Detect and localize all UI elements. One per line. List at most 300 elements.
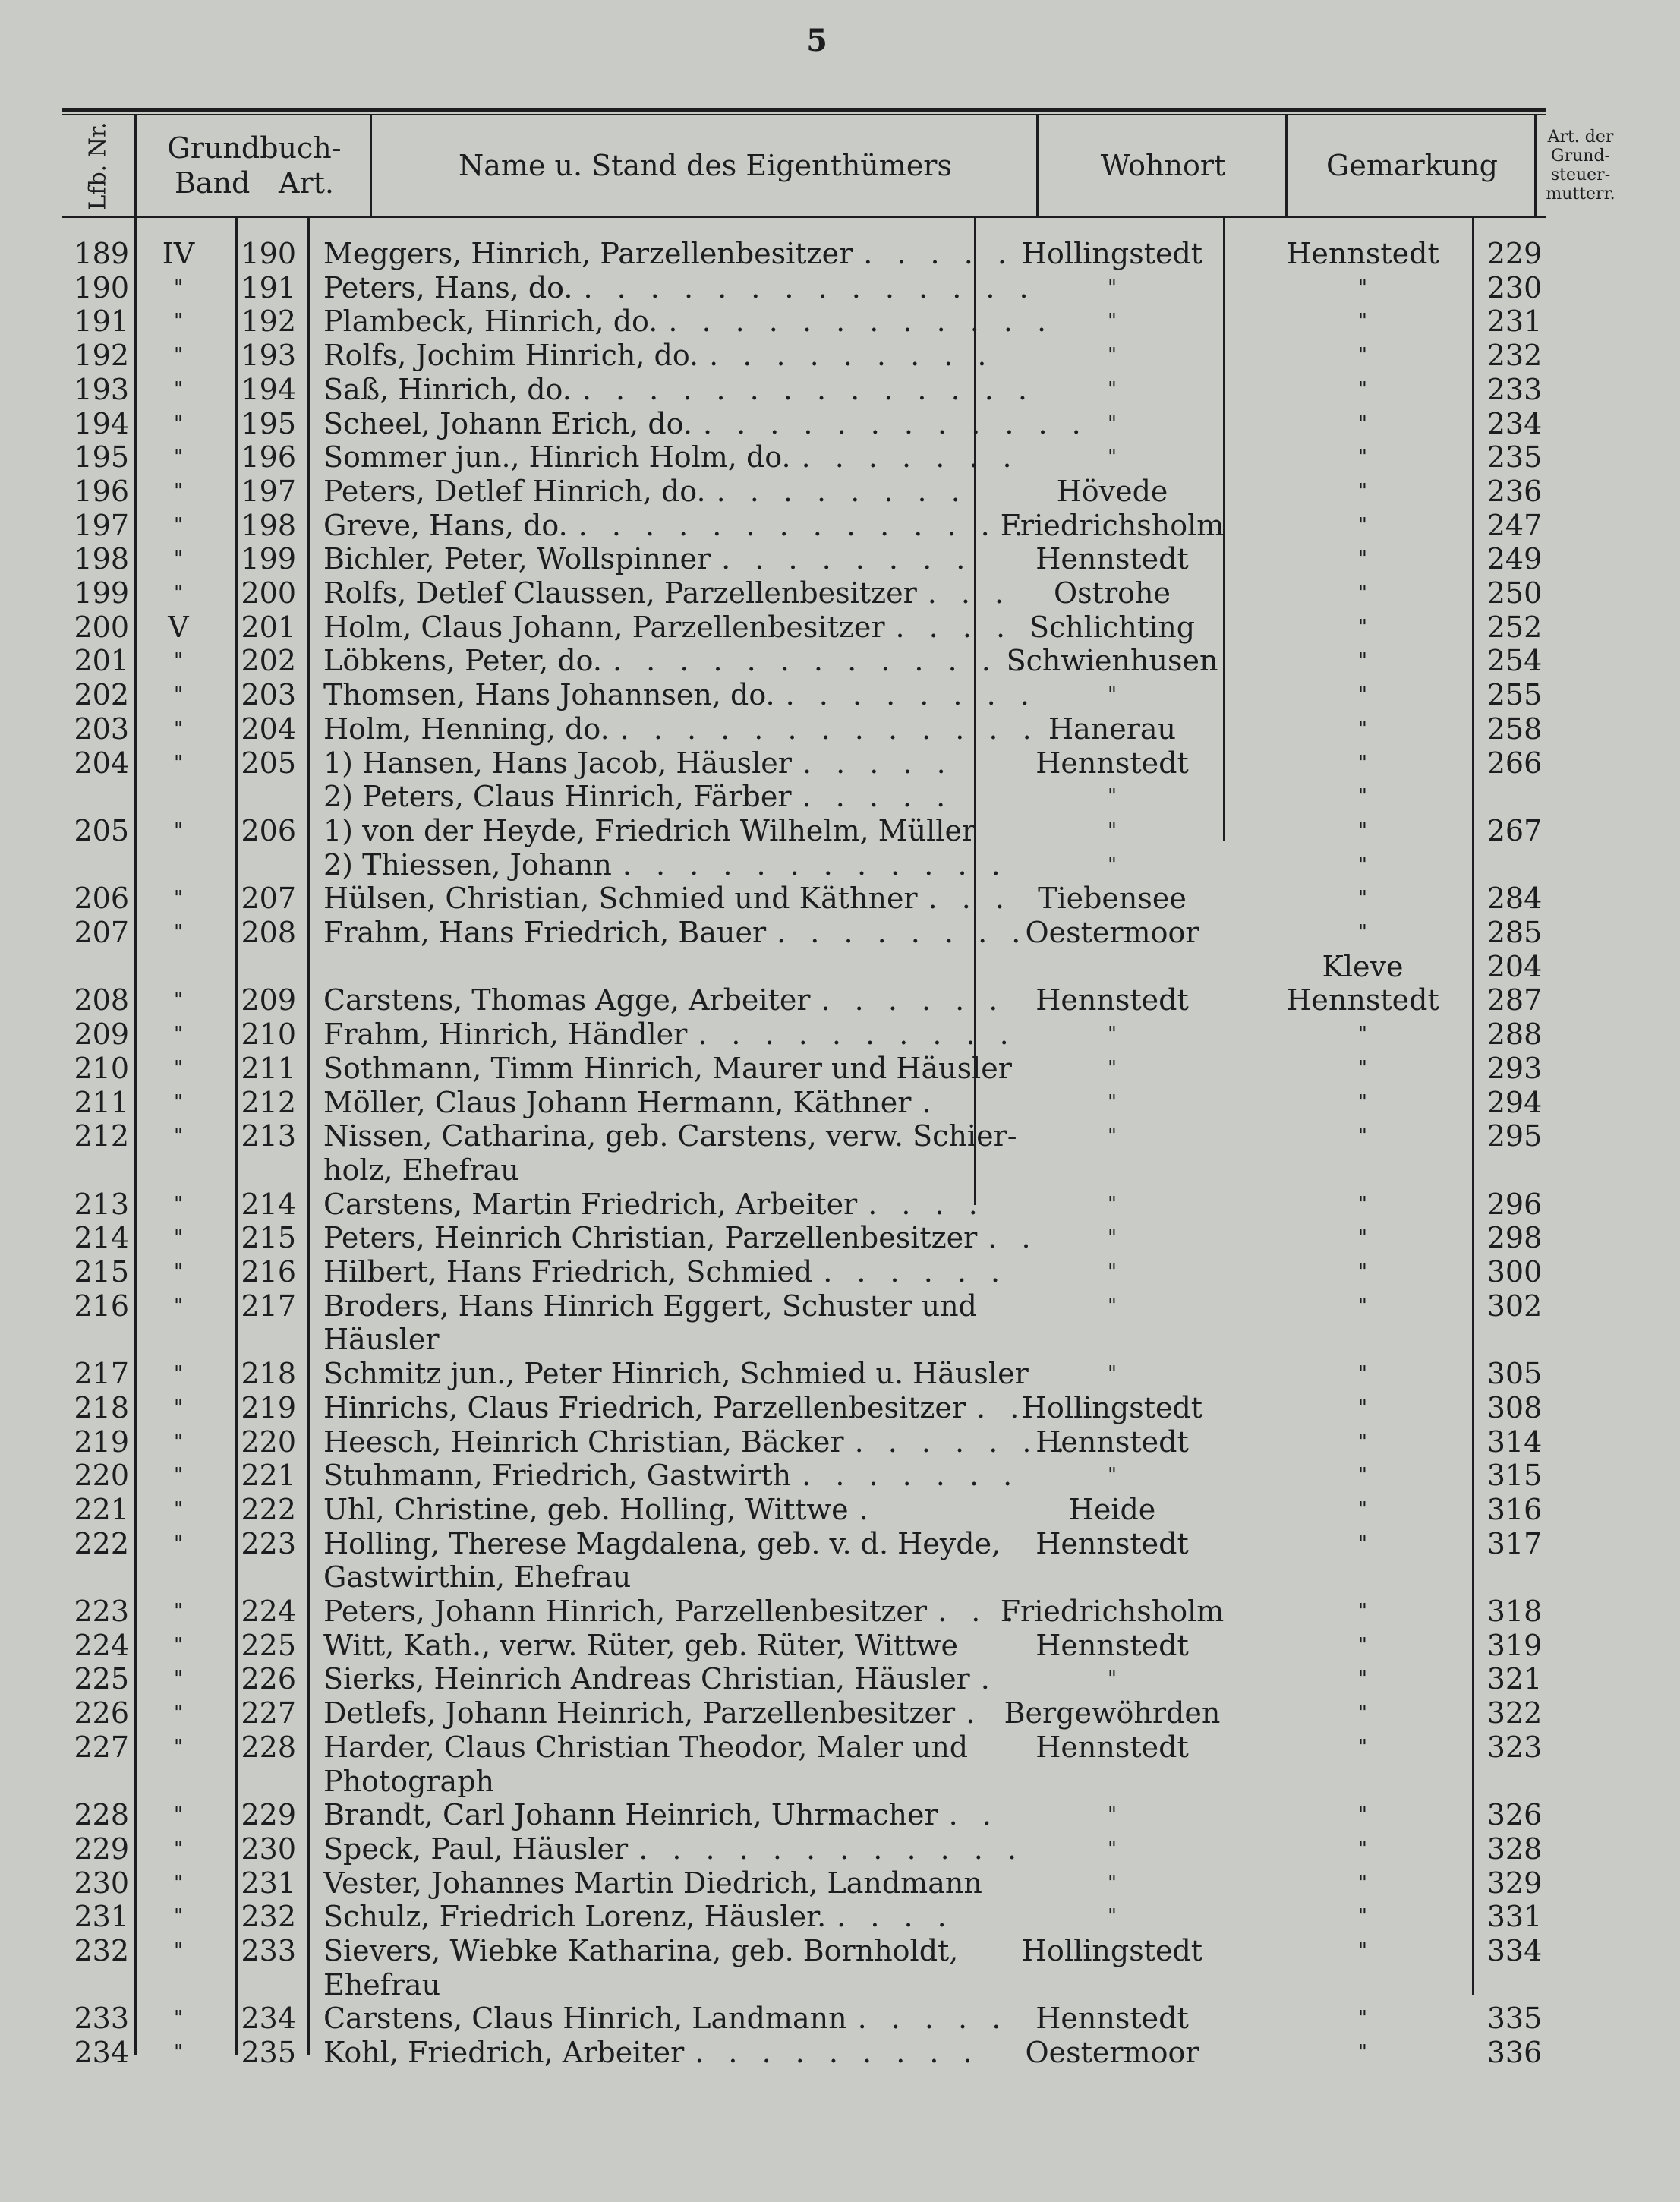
row-number: 226 [74,1696,129,1730]
row-grundsteuer-article: 288 [1486,1017,1543,1052]
owner-name-text: Frahm, Hinrich, Händler [323,1017,688,1052]
header-art-grund-line1: Art. der [1547,128,1614,147]
table-row [0,1017,1680,1051]
leader-dots: . . . . . . . . . . . . [668,304,1054,339]
header-wohnort-label: Wohnort [1100,149,1226,182]
owner-name-text: Uhl, Christine, geb. Holling, Wittwe [323,1492,849,1526]
row-article: 202 [241,644,296,678]
table-row [0,746,1680,780]
leader-dots: . . . . . . . . . . . . . . [583,270,1036,304]
row-number: 193 [74,372,129,406]
row-grundsteuer-article: 204 [1486,949,1543,983]
row-number: 195 [74,440,129,475]
row-band: " [174,921,183,944]
row-number: 204 [74,746,129,780]
header-nr [62,115,134,216]
row-grundsteuer-article: 298 [1486,1221,1543,1255]
row-gemarkung: " [1358,1192,1367,1216]
owner-name-text: Hülsen, Christian, Schmied und Käthner [323,882,918,916]
row-wohnort: Schlichting [1029,610,1196,644]
owner-name-text: Hinrichs, Claus Friedrich, Parzellenbesitzer [323,1390,966,1424]
owner-name-text: Harder, Claus Christian Theodor, Maler und [323,1730,969,1764]
owner-name-text: Sothmann, Timm Hinrich, Maurer und Häusler [323,1051,1012,1085]
row-article: 205 [241,746,296,780]
row-owner-name [323,1424,1073,1459]
row-gemarkung: " [1358,377,1367,401]
owner-name-text: 2) Peters, Claus Hinrich, Färber [323,780,792,814]
row-owner-name [323,1017,1017,1052]
row-wohnort: Hollingstedt [1021,1934,1203,1967]
page-number: 5 [806,23,827,58]
leader-dots: . . . [927,576,1012,610]
row-number: 197 [74,508,129,542]
row-grundsteuer-article: 252 [1486,610,1543,644]
owner-name-text: Löbkens, Peter, do. [323,644,602,678]
row-number: 210 [74,1051,129,1085]
row-wohnort: " [1108,1090,1117,1114]
row-owner-name [323,1357,1029,1391]
row-article: 213 [241,1119,296,1153]
row-gemarkung: " [1358,1294,1367,1317]
row-number: 198 [74,542,129,576]
row-owner-name [323,711,1039,746]
leader-dots: . . . . . . . [802,1459,1020,1493]
leader-dots: . . . . . [863,237,1014,270]
owner-name-text: holz, Ehefrau [323,1153,519,1187]
row-number: 199 [74,576,129,610]
row-article: 215 [241,1221,296,1255]
row-band: " [174,683,183,707]
row-wohnort: " [1108,1837,1117,1860]
owner-name-text: Peters, Johann Hinrich, Parzellenbesitzer [323,1595,928,1628]
owner-name-text: Carstens, Claus Hinrich, Landmann [323,2002,847,2036]
table-row [0,1119,1680,1153]
row-wohnort: Oestermoor [1025,2036,1199,2070]
row-owner-name [323,339,994,373]
row-wohnort: " [1108,1125,1117,1148]
row-owner-name [323,508,1031,542]
leader-dots: . [980,1662,998,1696]
row-grundsteuer-article: 293 [1486,1051,1543,1085]
row-article: 230 [241,1831,296,1866]
leader-dots: . . . . . . [823,1255,1008,1289]
row-gemarkung: " [1358,1464,1367,1487]
row-article: 235 [241,2036,296,2070]
row-band: " [174,2041,183,2065]
table-row [0,1255,1680,1289]
row-number: 218 [74,1390,129,1424]
owner-name-text: Greve, Hans, do. [323,508,568,542]
row-gemarkung: " [1358,615,1367,639]
leader-dots: . . . [928,882,1013,916]
owner-name-text: Häusler [323,1323,440,1357]
row-gemarkung: " [1358,1396,1367,1419]
owner-name-text: Kohl, Friedrich, Arbeiter [323,2036,685,2070]
row-grundsteuer-article: 317 [1486,1526,1543,1560]
row-wohnort: Hennstedt [1035,1424,1189,1459]
row-band: " [174,513,183,537]
row-number: 224 [74,1628,129,1662]
owner-name-text: Scheel, Johann Erich, do. [323,406,692,440]
row-owner-name [323,1560,976,1594]
row-article: 206 [241,813,296,847]
row-article: 221 [241,1459,296,1493]
table-row [0,848,1680,882]
row-owner-name [323,1051,1012,1085]
row-gemarkung: " [1358,1600,1367,1623]
header-bottom-rule [62,216,1546,218]
row-band: " [174,649,183,673]
row-number: 190 [74,270,129,304]
row-owner-name [323,1934,976,1967]
row-article: 200 [241,576,296,610]
row-band: " [174,1056,183,1080]
table-row [0,271,1680,304]
row-band: " [174,1430,183,1453]
row-owner-name [323,1900,976,1933]
row-wohnort: Hennstedt [1035,746,1189,780]
row-band: " [174,344,183,368]
row-gemarkung: " [1358,446,1367,469]
row-article: 191 [241,270,296,304]
row-grundsteuer-article: 326 [1486,1798,1543,1832]
row-grundsteuer-article: 234 [1486,406,1543,440]
owner-name-text: Sievers, Wiebke Katharina, geb. Bornholdt, [323,1934,959,1967]
table-row [0,1153,1680,1187]
owner-name-text: Sierks, Heinrich Andreas Christian, Häusler [323,1662,970,1696]
row-article: 233 [241,1934,296,1967]
table-row [0,2036,1680,2069]
row-wohnort: Bergewöhrden [1004,1696,1221,1730]
row-number: 206 [74,882,129,916]
row-owner-name [323,1390,1027,1424]
row-gemarkung: " [1358,1871,1367,1894]
table-row [0,1323,1680,1356]
table-row [0,882,1680,915]
row-wohnort: " [1108,1294,1117,1317]
row-band: " [174,1667,183,1691]
row-wohnort: " [1108,1464,1117,1487]
table-row [0,542,1680,576]
table-row [0,1662,1680,1696]
row-band: " [174,1600,183,1623]
leader-dots: . . . . . . . [854,1424,1073,1459]
row-gemarkung: " [1358,1056,1367,1080]
row-grundsteuer-article: 314 [1486,1424,1543,1459]
row-band: V [168,610,189,644]
row-wohnort: Hövede [1056,474,1168,508]
table-row [0,1527,1680,1560]
row-wohnort: " [1108,683,1117,707]
row-number: 223 [74,1595,129,1628]
header-name [370,115,1039,216]
row-band: IV [162,237,195,270]
row-band: " [174,1837,183,1860]
row-number: 222 [74,1526,129,1560]
owner-name-text: Stuhmann, Friedrich, Gastwirth [323,1459,792,1493]
owner-name-text: Meggers, Hinrich, Parzellenbesitzer [323,237,853,270]
row-article: 198 [241,508,296,542]
row-gemarkung: " [1358,2007,1367,2030]
row-grundsteuer-article: 233 [1486,372,1543,406]
header-art: Art. [279,166,334,200]
row-gemarkung: " [1358,1497,1367,1521]
row-wohnort: " [1108,276,1117,299]
row-number: 209 [74,1017,129,1052]
row-band: " [174,751,183,774]
row-gemarkung: " [1358,1226,1367,1250]
row-wohnort: " [1108,785,1117,809]
row-owner-name [323,950,976,983]
row-band: " [174,1803,183,1827]
row-article: 231 [241,1866,296,1900]
row-band: " [174,1192,183,1216]
header-art-grundsteuer [1534,115,1625,216]
row-owner-name [323,270,1036,304]
table-row [0,1765,1680,1798]
table-row [0,780,1680,813]
row-grundsteuer-article: 315 [1486,1459,1543,1493]
row-wohnort: " [1108,310,1117,333]
table-row [0,1459,1680,1492]
leader-dots: . . . . [837,1900,954,1934]
row-grundsteuer-article: 329 [1486,1866,1543,1900]
row-gemarkung: " [1358,921,1367,944]
leader-dots: . . . . . . . . . . . . . [619,711,1039,746]
row-number: 202 [74,678,129,712]
row-number: 211 [74,1085,129,1119]
leader-dots: . . . . . . . . . . . . [638,1831,1025,1866]
row-article: 219 [241,1390,296,1424]
owner-name-text: Peters, Hans, do. [323,270,573,304]
row-number: 194 [74,406,129,440]
leader-dots: . . . . . . . . [777,916,1029,949]
table-row [0,1934,1680,1967]
owner-name-text: Rolfs, Detlef Claussen, Parzellenbesitzer [323,576,917,610]
row-number: 220 [74,1459,129,1493]
row-gemarkung: " [1358,310,1367,333]
table-row [0,1968,1680,2002]
row-gemarkung: " [1358,1735,1367,1759]
row-wohnort: " [1108,1260,1117,1283]
row-owner-name [323,1153,976,1187]
header-gemarkung [1285,115,1537,216]
owner-name-text: Nissen, Catharina, geb. Carstens, verw. Schier- [323,1119,1017,1153]
table-row [0,304,1680,338]
row-owner-name [323,1255,1008,1289]
row-band: " [174,446,183,469]
leader-dots: . . . . . . . . . . . . . . [578,508,1031,542]
leader-dots: . . . . . [802,780,953,814]
owner-name-text: Witt, Kath., verw. Rüter, geb. Rüter, Wittwe [323,1628,958,1662]
header-art-grund-line3: steuer- [1550,166,1611,185]
table-row [0,373,1680,406]
owner-name-text: Photograph [323,1764,495,1798]
row-article: 190 [241,237,296,270]
row-gemarkung: " [1358,344,1367,368]
row-gemarkung: Hennstedt [1286,237,1439,270]
row-number: 208 [74,983,129,1017]
row-wohnort: " [1108,377,1117,401]
owner-name-text: 1) von der Heyde, Friedrich Wilhelm, Müller [323,813,976,847]
owner-name-text: Rolfs, Jochim Hinrich, do. [323,339,699,373]
row-gemarkung: " [1358,1532,1367,1555]
row-article: 224 [241,1595,296,1628]
row-grundsteuer-article: 255 [1486,678,1543,712]
row-article: 192 [241,304,296,339]
row-article: 210 [241,1017,296,1052]
row-grundsteuer-article: 323 [1486,1730,1543,1764]
row-grundsteuer-article: 236 [1486,474,1543,508]
leader-dots: . [859,1492,876,1526]
row-band: " [174,1125,183,1148]
row-band: " [174,1362,183,1386]
owner-name-text: Schmitz jun., Peter Hinrich, Schmied u. Häusler [323,1357,1029,1391]
row-number: 227 [74,1730,129,1764]
row-wohnort: " [1108,1803,1117,1827]
row-grundsteuer-article: 336 [1486,2036,1543,2070]
row-grundsteuer-article: 287 [1486,983,1543,1017]
leader-dots: . . . . . . . . . . . . [622,847,1008,882]
row-band: " [174,1260,183,1283]
row-grundsteuer-article: 266 [1486,746,1543,780]
table-header [62,115,1615,216]
row-grundsteuer-article: 229 [1486,237,1543,270]
row-article: 211 [241,1051,296,1085]
owner-name-text: Saß, Hinrich, do. [323,372,572,406]
table-row [0,1289,1680,1323]
leader-dots: . . . [938,1595,1022,1628]
leader-dots: . [922,1085,939,1119]
row-owner-name [323,1662,998,1696]
row-owner-name [323,1221,1039,1255]
leader-dots: . . [976,1390,1027,1424]
row-grundsteuer-article: 235 [1486,440,1543,475]
row-number: 234 [74,2036,129,2070]
row-article: 217 [241,1289,296,1323]
leader-dots: . . . . . . . . . . . . . [612,644,1032,678]
row-gemarkung: " [1358,1939,1367,1962]
row-band: " [174,1396,183,1419]
row-owner-name [323,406,1089,440]
row-owner-name [323,542,976,576]
row-grundsteuer-article: 308 [1486,1390,1543,1424]
row-article: 216 [241,1255,296,1289]
row-grundsteuer-article: 249 [1486,542,1543,576]
table-row [0,1832,1680,1866]
row-band: " [174,819,183,842]
row-article: 214 [241,1187,296,1221]
row-gemarkung: " [1358,412,1367,435]
table-row [0,644,1680,677]
leader-dots: . . . . . . . . . . . . [702,406,1089,440]
header-grundbuch-label: Grundbuch- [167,131,342,165]
row-band: " [174,582,183,604]
row-number: 216 [74,1289,129,1323]
row-number: 230 [74,1866,129,1900]
table-row [0,576,1680,610]
row-owner-name [323,814,976,847]
row-grundsteuer-article: 331 [1486,1900,1543,1934]
row-grundsteuer-article: 300 [1486,1255,1543,1289]
row-owner-name [323,1323,976,1356]
row-owner-name [323,1730,976,1764]
row-gemarkung: " [1358,819,1367,842]
owner-name-text: Peters, Detlef Hinrich, do. [323,474,706,508]
table-row [0,814,1680,847]
table-row [0,1866,1680,1900]
table-row [0,475,1680,508]
row-owner-name [323,475,976,508]
row-number: 229 [74,1831,129,1866]
row-article: 225 [241,1628,296,1662]
row-number: 217 [74,1357,129,1391]
owner-name-text: Gastwirthin, Ehefrau [323,1560,632,1595]
row-number: 221 [74,1492,129,1526]
row-band: " [174,1633,183,1657]
leader-dots: . . . . . . . . [785,678,1037,712]
header-name-label: Name u. Stand des Eigenthümers [459,149,952,182]
row-number: 215 [74,1255,129,1289]
row-gemarkung: " [1358,2041,1367,2065]
row-wohnort: Friedrichsholm [1000,508,1225,542]
table-row [0,1391,1680,1424]
row-number: 201 [74,644,129,678]
row-number: 228 [74,1798,129,1832]
row-grundsteuer-article: 322 [1486,1696,1543,1730]
table-row [0,2002,1680,2035]
row-article: 194 [241,372,296,406]
row-band: " [174,1090,183,1114]
row-band: " [174,1023,183,1046]
table-row [0,1696,1680,1730]
header-grundbuch [134,115,372,216]
row-band: " [174,1294,183,1317]
table-row [0,237,1680,270]
row-owner-name [323,1831,1025,1866]
row-gemarkung: " [1358,1125,1367,1148]
row-band: " [174,1226,183,1250]
row-owner-name [323,983,1006,1017]
row-article: 212 [241,1085,296,1119]
row-grundsteuer-article: 294 [1486,1085,1543,1119]
row-owner-name [323,372,1035,406]
row-owner-name [323,678,1037,712]
table-row [0,1900,1680,1933]
row-grundsteuer-article: 321 [1486,1662,1543,1696]
row-gemarkung: " [1358,1702,1367,1725]
owner-name-text: Möller, Claus Johann Hermann, Käthner [323,1085,912,1119]
row-number: 232 [74,1934,129,1967]
table-row [0,950,1680,983]
row-article: 222 [241,1492,296,1526]
owner-name-text: Detlefs, Johann Heinrich, Parzellenbesitzer [323,1696,956,1730]
row-gemarkung: " [1358,1362,1367,1386]
row-number: 200 [74,610,129,644]
row-article: 228 [241,1730,296,1764]
row-gemarkung: Hennstedt [1286,983,1439,1017]
row-number: 196 [74,474,129,508]
table-row [0,1221,1680,1254]
row-article: 203 [241,678,296,712]
row-owner-name [323,2002,1009,2036]
row-gemarkung: " [1358,683,1367,707]
row-number: 191 [74,304,129,339]
row-wohnort: Hennstedt [1035,542,1189,576]
table-row [0,1629,1680,1662]
row-gemarkung: " [1358,717,1367,740]
owner-name-text: Holm, Henning, do. [323,711,610,746]
